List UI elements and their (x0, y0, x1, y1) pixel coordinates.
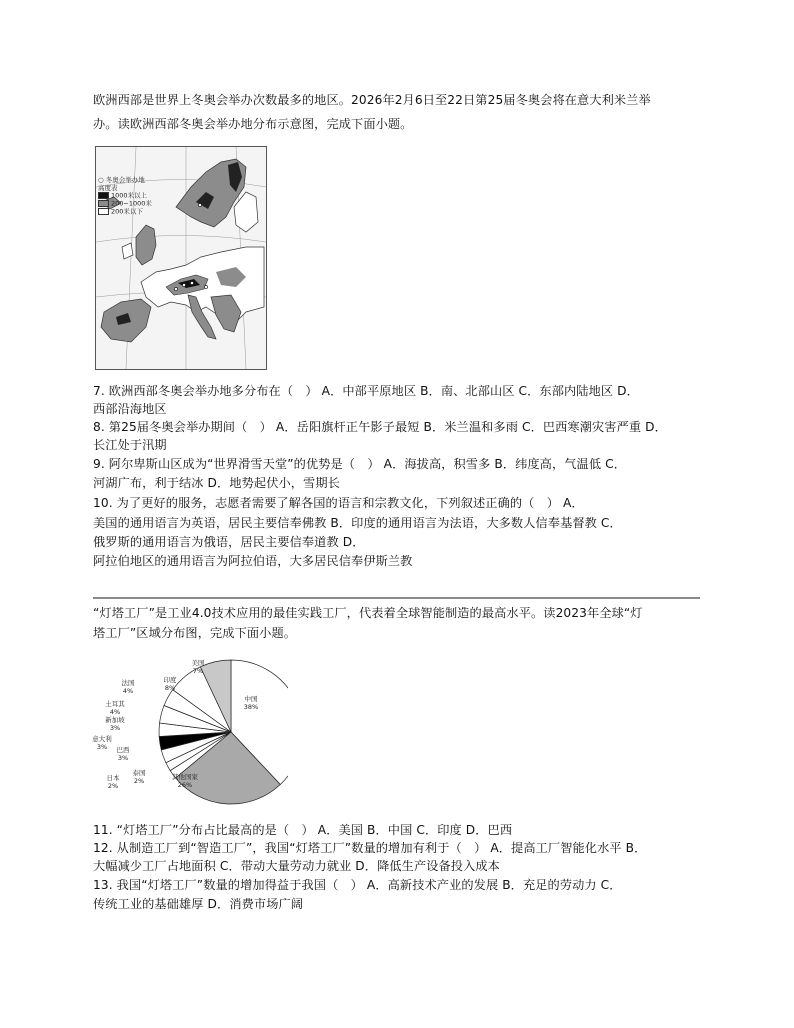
pie-chart-svg (88, 655, 288, 805)
question-13-line1: 13. 我国“灯塔工厂”数量的增加得益于我国（ ） A．高新技术产业的发展 B．充足的劳动力 C． (93, 878, 622, 892)
legend-venue-label: 冬奥会举办地 (105, 176, 145, 184)
question-13-line2: 传统工业的基础雄厚 D．消费市场广阔 (93, 897, 304, 911)
pie-value-9: 8% (164, 684, 176, 692)
question-12-line1: 12. 从制造工厂到“智造工厂”，我国“灯塔工厂”数量的增加有利于（ ） A．提高工厂智能化水平 B． (93, 841, 647, 855)
pie-value-3: 2% (107, 782, 119, 790)
question-10-line3: 俄罗斯的通用语言为俄语，居民主要信奉道教 D． (93, 535, 365, 549)
section2-intro-line2: 塔工厂”区域分布图，完成下面小题。 (93, 626, 297, 640)
question-12-line2: 大幅减少工厂占地面积 C．带动大量劳动力就业 D．降低生产设备投入成本 (93, 859, 500, 873)
question-9-line2: 河湖广布，利于结冰 D．地势起伏小，雪期长 (93, 476, 340, 490)
lighthouse-factory-pie-chart (88, 655, 288, 805)
pie-value-5: 3% (96, 743, 108, 751)
question-11-line1: 11. “灯塔工厂”分布占比最高的是（ ） A．美国 B．中国 C．印度 D．巴西 (93, 823, 513, 837)
pie-label-0: 中国 (244, 695, 258, 703)
legend-elevation-title: 高度表 (98, 183, 118, 192)
pie-value-1: 26% (177, 781, 193, 789)
pie-value-2: 2% (133, 777, 145, 785)
legend-swatch-high (98, 192, 109, 199)
legend-mid-label: 200~1000米 (111, 199, 152, 208)
venue-marker-icon: ○ (98, 176, 104, 184)
europe-map-figure (95, 146, 267, 370)
legend-high-label: 1000米以上 (111, 191, 148, 200)
question-10-line2: 美国的通用语言为英语，居民主要信奉佛教 B．印度的通用语言为法语，大多数人信奉基督教 C． (93, 516, 622, 530)
legend-low-label: 200米以下 (111, 207, 143, 216)
legend-swatch-mid (98, 200, 109, 207)
pie-label-2: 泰国 (132, 769, 146, 777)
pie-value-8: 4% (122, 687, 134, 695)
section2-intro-line1: “灯塔工厂”是工业4.0技术应用的最佳实践工厂，代表着全球智能制造的最高水平。读2023年全球“灯 (93, 606, 643, 620)
pie-value-0: 38% (243, 703, 259, 711)
section1-intro-line1: 欧洲西部是世界上冬奥会举办次数最多的地区。2026年2月6日至22日第25届冬奥会将在意大利米兰举 (93, 93, 651, 107)
pie-value-6: 3% (109, 724, 121, 732)
pie-label-7: 土耳其 (105, 700, 125, 708)
question-7-line2: 西部沿海地区 (93, 402, 167, 416)
pie-label-3: 日本 (106, 774, 120, 782)
map-legend (98, 177, 152, 216)
pie-value-4: 3% (117, 754, 129, 762)
pie-label-10: 美国 (191, 659, 205, 667)
pie-label-4: 巴西 (116, 746, 130, 754)
question-8-line2: 长江处于汛期 (93, 438, 167, 452)
legend-swatch-low (98, 208, 109, 215)
question-10-line4: 阿拉伯地区的通用语言为阿拉伯语，大多居民信奉伊斯兰教 (93, 554, 413, 568)
question-8-line1: 8. 第25届冬奥会举办期间（ ） A．岳阳旗杆正午影子最短 B．米兰温和多雨 C．巴西寒潮灾害严重 D． (93, 420, 667, 434)
question-7-line1: 7. 欧洲西部冬奥会举办地多分布在（ ） A．中部平原地区 B．南、北部山区 C．东部内陆地区 D． (93, 384, 639, 398)
pie-label-8: 法国 (121, 679, 135, 687)
question-9-line1: 9. 阿尔卑斯山区成为“世界滑雪天堂”的优势是（ ） A．海拔高，积雪多 B．纬度高，气温低 C． (93, 457, 626, 471)
pie-value-10: 7% (192, 667, 204, 675)
section-divider (93, 597, 700, 599)
pie-label-9: 印度 (163, 676, 177, 684)
pie-label-1: 其他国家 (172, 773, 198, 781)
pie-value-7: 4% (109, 708, 121, 716)
question-10-line1: 10. 为了更好的服务，志愿者需要了解各国的语言和宗教文化，下列叙述正确的（ ） A． (93, 496, 584, 510)
pie-label-6: 新加坡 (105, 716, 125, 724)
pie-label-5: 意大利 (92, 735, 112, 743)
section1-intro-line2: 办。读欧洲西部冬奥会举办地分布示意图，完成下面小题。 (93, 117, 413, 131)
